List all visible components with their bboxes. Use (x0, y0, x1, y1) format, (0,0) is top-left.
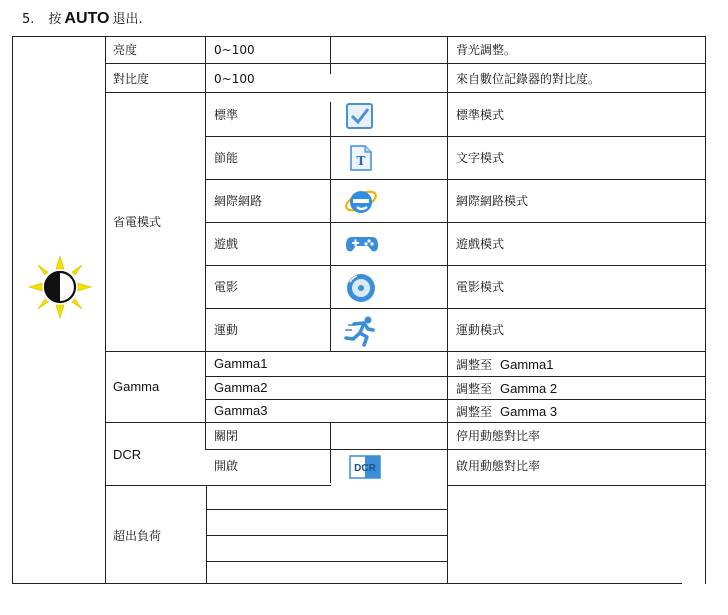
brightness-label: 亮度 (113, 43, 138, 57)
dcr-label: DCR (113, 447, 142, 462)
row-sep-6 (205, 265, 706, 266)
col-divider-3c (330, 423, 331, 483)
dcr-option-desc: 啟用動態對比率 (456, 459, 541, 473)
col-divider-1 (105, 36, 106, 584)
auto-key: AUTO (64, 10, 110, 27)
text-document-icon (348, 144, 374, 172)
eco-mode-label: 省電模式 (113, 215, 162, 229)
table-border-right (705, 36, 706, 584)
settings-table (12, 36, 706, 584)
contrast-label: 對比度 (113, 72, 150, 86)
gamma-option-desc: 調整至 Gamma1 (456, 357, 554, 372)
gamma-option-name: Gamma2 (214, 380, 268, 395)
row-sep-10 (205, 399, 706, 400)
brightness-range: 0~100 (214, 43, 255, 57)
contrast-range: 0~100 (214, 72, 255, 86)
gamepad-icon (344, 229, 380, 257)
dcr-option-name: 開啟 (214, 459, 239, 473)
eco-mode-desc: 文字模式 (456, 151, 505, 165)
eco-mode-desc: 電影模式 (456, 280, 505, 294)
step-suffix: 退出. (112, 12, 143, 27)
brightness-sun-icon (27, 254, 93, 320)
gamma-option-desc: 調整至 Gamma 3 (456, 404, 558, 419)
row-sep-1 (105, 63, 706, 64)
eco-mode-desc: 遊戲模式 (456, 237, 505, 251)
row-sep-11 (105, 422, 706, 423)
eco-mode-name: 標準 (214, 108, 239, 122)
row-sep-9 (205, 376, 706, 377)
gamma-option-desc: 調整至 Gamma 2 (456, 381, 558, 396)
eco-mode-name: 網際網路 (214, 194, 263, 208)
row-sep-2 (105, 92, 706, 93)
step-heading (22, 8, 143, 28)
step-number: 5. (22, 12, 35, 27)
gamma-option-name: Gamma3 (214, 403, 268, 418)
contrast-desc: 來自數位記錄器的對比度。 (456, 72, 601, 86)
overdrive-label: 超出負荷 (113, 529, 162, 543)
col-divider-4 (447, 36, 448, 584)
eco-mode-desc: 運動模式 (456, 323, 505, 337)
row-sep-5 (205, 222, 706, 223)
table-border-left (12, 36, 13, 584)
checkbox-check-icon (345, 102, 375, 130)
col-divider-3a (330, 36, 331, 74)
row-sep-7 (205, 308, 706, 309)
table-border-top (12, 36, 706, 37)
row-sep-3 (205, 136, 706, 137)
eco-mode-name: 節能 (214, 151, 239, 165)
dcr-option-desc: 停用動態對比率 (456, 429, 541, 443)
gamma-label: Gamma (113, 379, 160, 394)
row-sep-17 (206, 561, 448, 562)
internet-explorer-icon (344, 184, 378, 218)
col-divider-2a (205, 36, 206, 449)
row-sep-14 (447, 485, 706, 486)
col-divider-3b (330, 102, 331, 352)
svg-text:DCR: DCR (354, 463, 376, 474)
eco-mode-name: 運動 (214, 323, 239, 337)
row-sep-12 (205, 449, 706, 450)
eco-mode-name: 電影 (214, 280, 239, 294)
step-prefix: 按 (48, 12, 62, 27)
eco-mode-desc: 網際網路模式 (456, 194, 529, 208)
dcr-option-name: 關閉 (214, 429, 239, 443)
row-sep-15 (206, 509, 448, 510)
running-person-icon (342, 315, 378, 347)
row-sep-4 (205, 179, 706, 180)
eco-mode-desc: 標準模式 (456, 108, 505, 122)
dcr-icon (349, 455, 381, 479)
row-sep-8 (105, 351, 706, 352)
gamma-option-name: Gamma1 (214, 356, 268, 371)
row-sep-16 (206, 535, 448, 536)
svg-text:T: T (356, 154, 366, 168)
film-disc-icon (345, 272, 377, 304)
eco-mode-name: 遊戲 (214, 237, 239, 251)
table-border-bottom (12, 583, 682, 584)
row-sep-13 (105, 485, 331, 486)
brightness-desc: 背光調整。 (456, 43, 517, 57)
